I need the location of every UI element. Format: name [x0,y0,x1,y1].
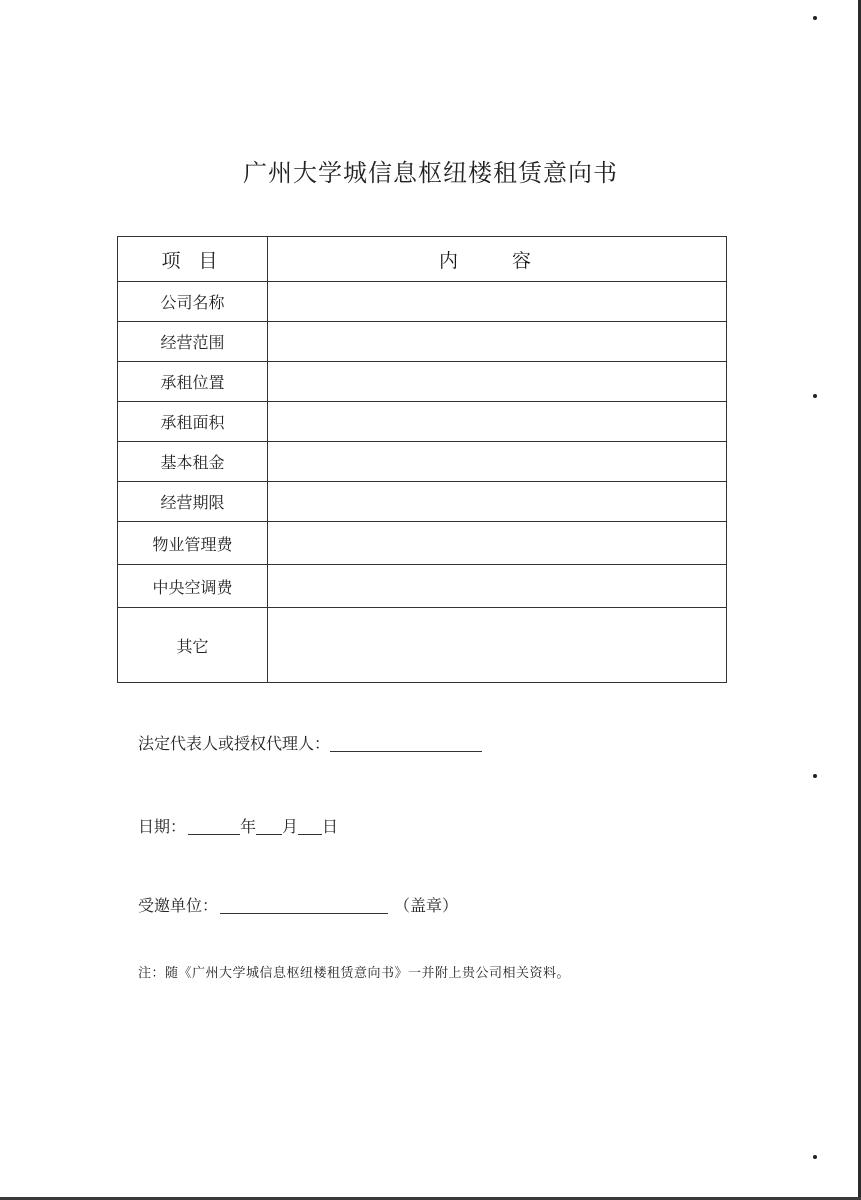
row-label-ac-fee: 中央空调费 [118,565,268,608]
table-row [118,482,727,522]
scan-speck [813,16,817,20]
row-value-base-rent[interactable] [268,442,727,482]
row-value-ac-fee[interactable] [268,565,727,608]
intent-form-table [117,236,727,683]
header-item: 项 目 [118,237,268,282]
table-row [118,282,727,322]
date-month-label: 月 [282,817,299,836]
date-month-blank[interactable] [256,818,282,835]
unit-line [138,893,458,916]
unit-blank[interactable] [220,897,388,914]
seal-text: （盖章） [394,896,459,915]
signature-blank[interactable] [330,735,482,752]
scan-speck [813,394,817,398]
row-label-lease-location: 承租位置 [118,362,268,402]
table-row [118,442,727,482]
row-value-lease-location[interactable] [268,362,727,402]
date-label: 日期： [138,817,187,836]
date-year-label: 年 [240,817,257,836]
row-value-business-scope[interactable] [268,322,727,362]
date-year-blank[interactable] [188,818,240,835]
table-row [118,322,727,362]
table-row [118,608,727,683]
scan-speck [813,1155,817,1159]
table-row [118,402,727,442]
table-row [118,362,727,402]
scan-speck [813,774,817,778]
row-value-lease-term[interactable] [268,482,727,522]
table-header-row [118,237,727,282]
row-label-other: 其它 [118,608,268,683]
row-value-property-fee[interactable] [268,522,727,565]
header-content: 内 容 [268,237,727,282]
date-line [138,814,338,837]
footnote: 注：随《广州大学城信息枢纽楼租赁意向书》一并附上贵公司相关资料。 [138,966,571,981]
date-day-label: 日 [322,817,339,836]
row-label-lease-term: 经营期限 [118,482,268,522]
table-row [118,565,727,608]
date-day-blank[interactable] [298,818,322,835]
row-label-property-fee: 物业管理费 [118,522,268,565]
row-label-base-rent: 基本租金 [118,442,268,482]
signature-label: 法定代表人或授权代理人： [138,734,331,753]
document-title: 广州大学城信息枢纽楼租赁意向书 [243,159,618,187]
row-label-company-name: 公司名称 [118,282,268,322]
row-value-lease-area[interactable] [268,402,727,442]
row-label-business-scope: 经营范围 [118,322,268,362]
row-value-company-name[interactable] [268,282,727,322]
row-label-lease-area: 承租面积 [118,402,268,442]
signature-line [138,731,482,754]
unit-label: 受邀单位： [138,896,219,915]
row-value-other[interactable] [268,608,727,683]
table-row [118,522,727,565]
